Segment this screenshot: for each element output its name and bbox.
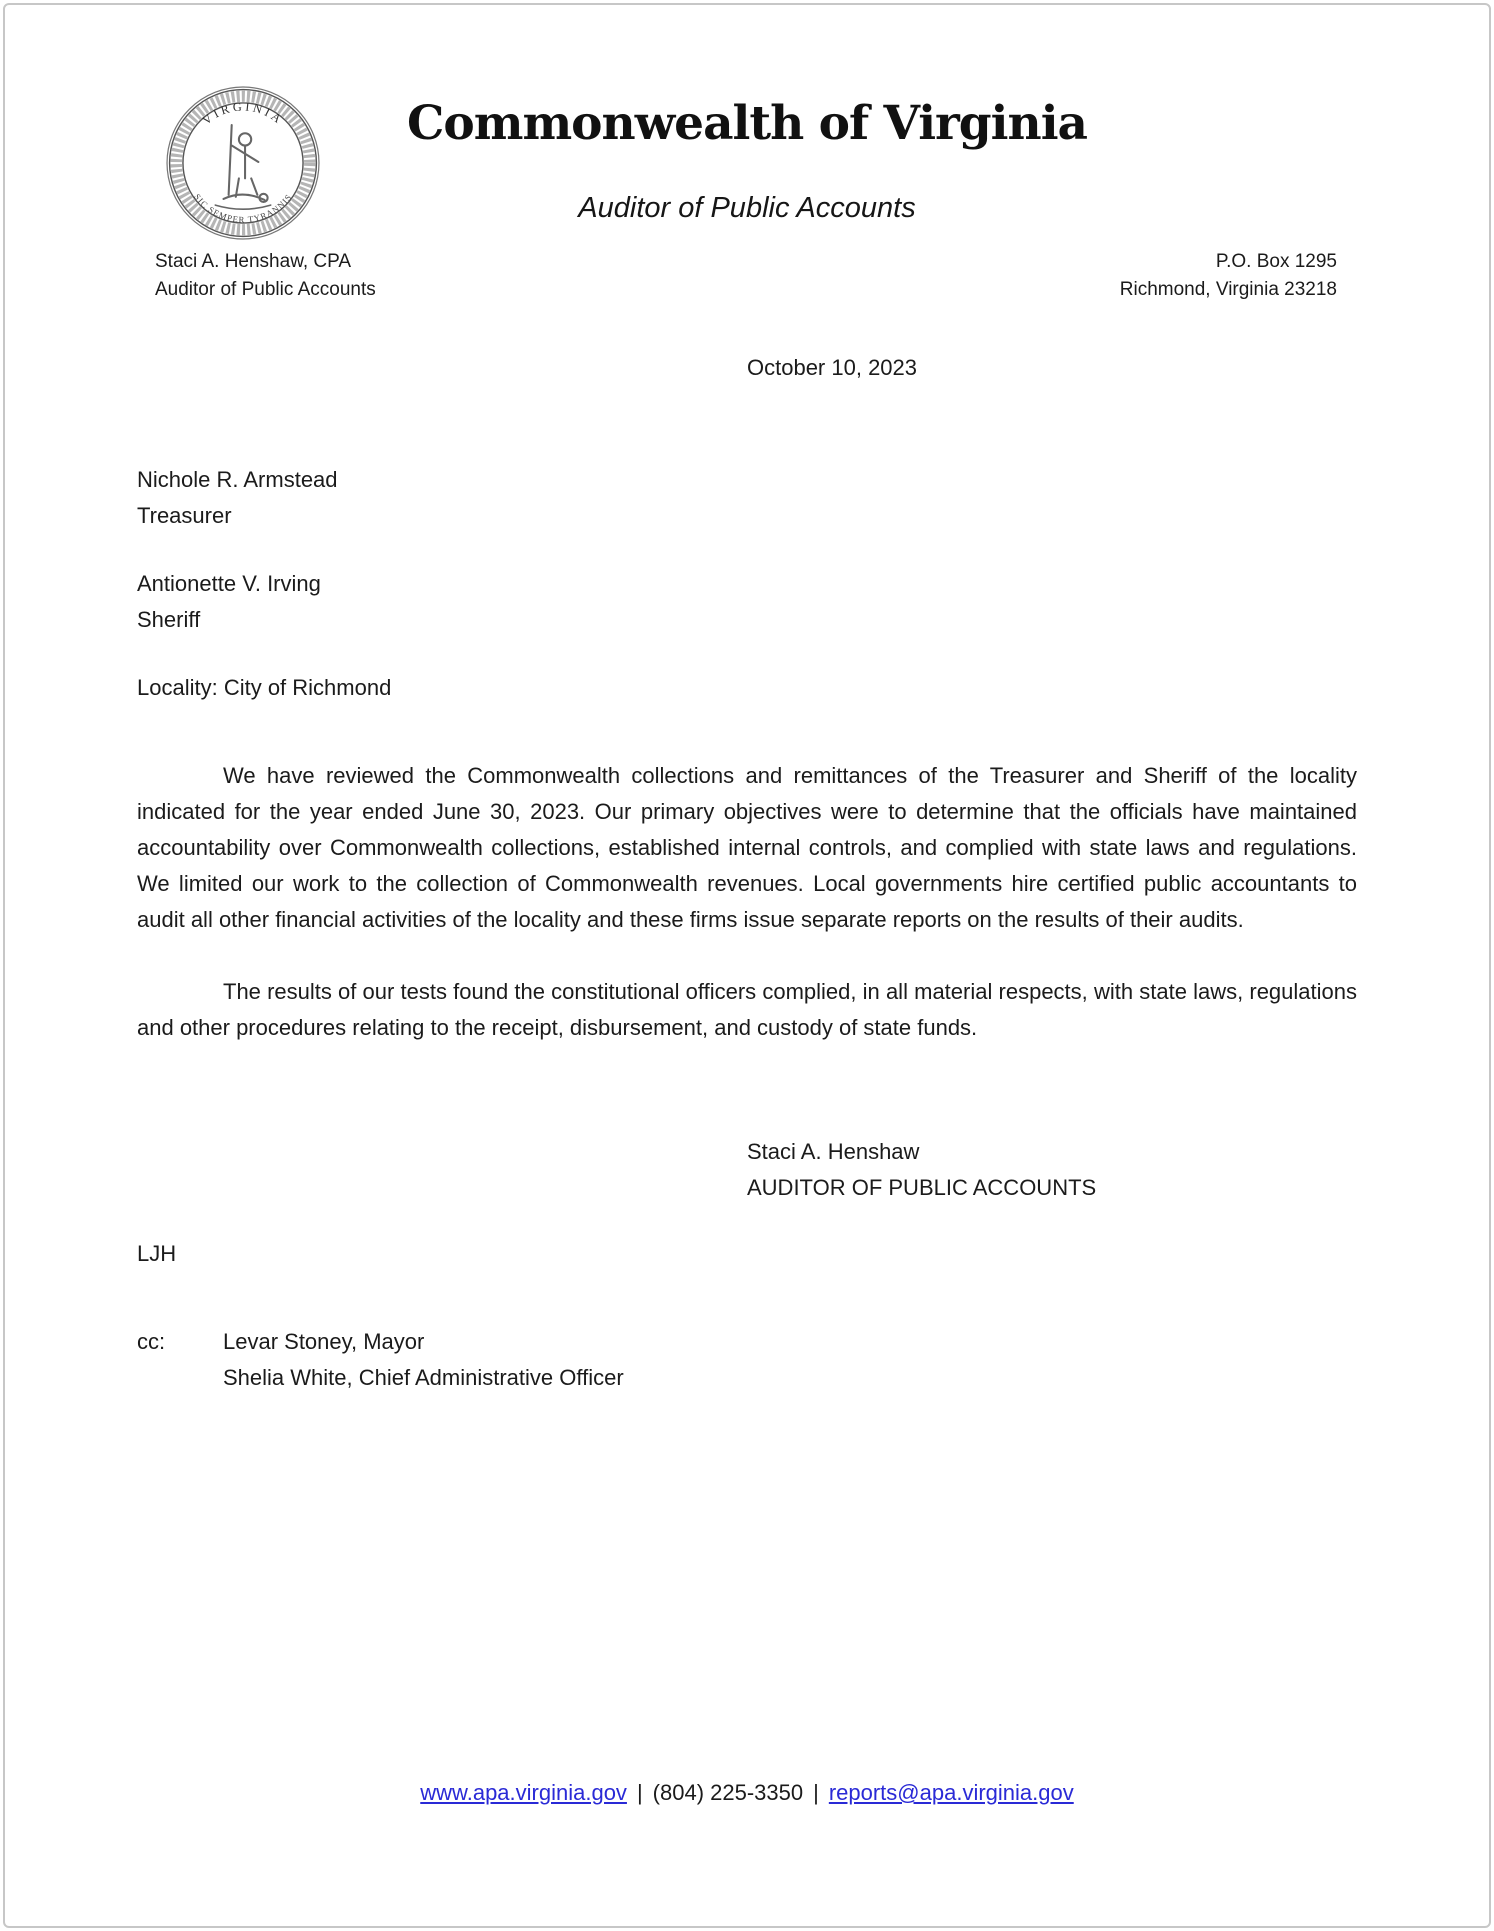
website-link[interactable]: www.apa.virginia.gov [420, 1780, 627, 1805]
footer [0, 1776, 1494, 1810]
city-state-zip: Richmond, Virginia 23218 [1119, 279, 1337, 300]
signature-block [747, 1134, 1357, 1206]
signatory-title: AUDITOR OF PUBLIC ACCOUNTS [747, 1175, 1097, 1200]
signatory-name: Staci A. Henshaw [747, 1139, 920, 1164]
footer-separator: | [636, 1780, 643, 1805]
po-box: P.O. Box 1295 [1215, 251, 1337, 272]
cc-names [223, 1324, 624, 1396]
recipient-block [137, 566, 1357, 638]
auditor-info-block [155, 248, 376, 304]
recipient-name: Antionette V. Irving [137, 571, 321, 596]
page-title: Commonwealth of Virginia [406, 96, 1088, 151]
phone-number: (804) 225-3350 [652, 1780, 804, 1805]
address-info-block [1120, 248, 1337, 304]
cc-block [137, 1324, 1357, 1396]
seal-bottom-text: SIC SEMPER TYRANNIS [192, 191, 294, 225]
typist-initials: LJH [137, 1241, 177, 1266]
recipient-block [137, 462, 1357, 534]
auditor-title: Auditor of Public Accounts [155, 279, 376, 300]
cc-label: cc: [137, 1329, 166, 1354]
seal-top-text: VIRGINIA [199, 99, 287, 128]
locality-line: Locality: City of Richmond [137, 675, 392, 700]
auditor-name: Staci A. Henshaw, CPA [155, 251, 352, 272]
body-paragraph-2: The results of our tests found the constitutional officers complied, in all material respects, with state laws, regulations and other procedures relating to the receipt, disbursement, and custody of state funds. [137, 979, 1357, 1040]
recipient-title: Treasurer [137, 503, 232, 528]
footer-separator: | [813, 1780, 819, 1805]
recipient-name: Nichole R. Armstead [137, 467, 338, 492]
letter-body [137, 350, 1357, 1396]
email-link[interactable]: reports@apa.virginia.gov [828, 1780, 1074, 1805]
date-line: October 10, 2023 [747, 355, 918, 380]
body-paragraph-1: We have reviewed the Commonwealth collections and remittances of the Treasurer and Sheriff of the locality indicated for the year ended June 30, 2023. Our primary objectives were to determine that the officials have maintained accountability over Commonwealth collections, established internal controls, and complied with state laws and regulations. We limited our work to the collection of Commonwealth revenues. Local governments hire certified public accountants to audit all other financial activities of the locality and these firms issue separate reports on the results of their audits. [137, 763, 1357, 932]
page-subtitle: Auditor of Public Accounts [578, 192, 916, 224]
cc-name: Levar Stoney, Mayor [223, 1329, 425, 1354]
recipient-title: Sheriff [137, 607, 201, 632]
cc-name: Shelia White, Chief Administrative Officer [223, 1365, 624, 1390]
